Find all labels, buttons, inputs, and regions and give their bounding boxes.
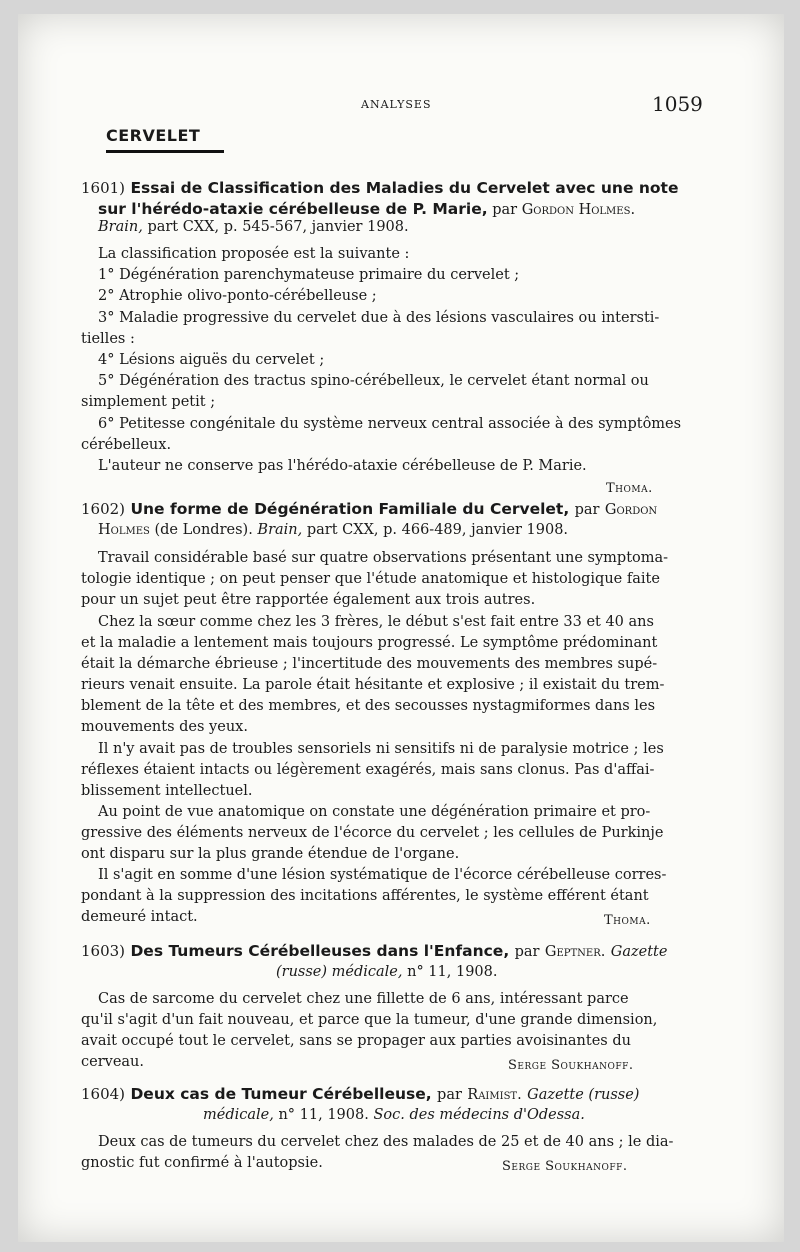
article-1603-line: avait occupé tout le cervelet, sans se propager aux parties avoisinantes du [81,1033,631,1049]
article-1603-ref: n° 11, 1908. [407,964,498,980]
article-1602-number: 1602) [81,500,126,518]
article-1604-line: gnostic fut confirmé à l'autopsie. [81,1155,323,1171]
article-1601-journal: Brain, [98,219,143,235]
scanned-page [18,14,784,1242]
article-1602-line: réflexes étaient intacts ou légèrement exagérés, mais sans clonus. Pas d'affai- [81,762,655,778]
article-1602-line: et la maladie a lentement mais toujours progressé. Le symptôme prédominant [81,635,658,651]
article-1602-title: Une forme de Dégénération Familiale du Cervelet, [130,500,570,518]
article-1602-origin: (de Londres). [154,522,253,538]
article-1604-journal: Gazette (russe) [527,1087,640,1103]
article-1602-by: par [574,502,600,518]
article-1604-title: Deux cas de Tumeur Cérébelleuse, [130,1085,432,1103]
article-1604-society: Soc. des médecins d'Odessa. [373,1107,585,1123]
article-1602-line: demeuré intact. [81,909,198,925]
article-1602-line: mouvements des yeux. [81,719,248,735]
article-1603-signature: Serge Soukhanoff. [508,1058,634,1073]
article-1602-signature: Thoma. [604,913,651,928]
article-1601-line: tielles : [81,331,135,347]
article-1603-title-line-1 [81,942,667,960]
article-1601-line: 2° Atrophie olivo-ponto-cérébelleuse ; [98,288,377,304]
article-1602-line: Il n'y avait pas de troubles sensoriels ni sensitifs ni de paralysie motrice ; les [98,741,664,757]
article-1602-line: blement de la tête et des membres, et des secousses nystagmiformes dans les [81,698,656,714]
article-1602-line: Travail considérable basé sur quatre observations présentant une symptoma- [98,550,669,566]
article-1602-line: ont disparu sur la plus grande étendue de l'organe. [81,846,460,862]
article-1602-line: tologie identique ; on peut penser que l'étude anatomique et histologique faite [81,571,660,587]
article-1602-line: Il s'agit en somme d'une lésion systématique de l'écorce cérébelleuse corres- [98,867,667,883]
article-1601-title-line-1 [81,179,678,197]
article-1604-title-line-1 [81,1085,639,1103]
page-number: 1059 [652,92,703,116]
article-1602-line: Au point de vue anatomique on constate une dégénération primaire et pro- [98,804,651,820]
article-1604-journal-cont: médicale, [203,1107,274,1123]
article-1604-reference [203,1107,585,1123]
article-1601-title: Essai de Classification des Maladies du Cervelet avec une note [130,179,679,197]
article-1603-line: Cas de sarcome du cervelet chez une fillette de 6 ans, intéressant parce [98,991,629,1007]
article-1604-by: par [437,1087,462,1103]
article-1602-line: Chez la sœur comme chez les 3 frères, le début s'est fait entre 33 et 40 ans [98,614,654,630]
article-1601-title-line-2 [98,200,635,218]
article-1601-reference [98,219,409,235]
article-1601-line: 4° Lésions aiguës du cervelet ; [98,352,325,368]
article-1601-number: 1601) [81,179,126,197]
article-1603-line: cerveau. [81,1054,144,1070]
article-1604-signature: Serge Soukhanoff. [502,1159,628,1174]
article-1601-by: par [492,202,518,218]
running-title: ANALYSES [361,98,432,111]
article-1603-author: Geptner. [544,944,606,960]
article-1601-ref: part CXX, p. 545-567, janvier 1908. [147,219,409,235]
article-1602-journal: Brain, [257,522,303,538]
article-1602-title-line-1 [81,500,657,518]
article-1601-line: L'auteur ne conserve pas l'hérédo-ataxie cérébelleuse de P. Marie. [98,458,587,474]
section-rule [106,150,224,153]
article-1602-author-cont: Holmes [98,522,150,538]
article-1602-line: blissement intellectuel. [81,783,253,799]
article-1602-line: rieurs venait ensuite. La parole était hésitante et explosive ; il existait du trem- [81,677,665,693]
article-1604-author: Raimist. [467,1087,522,1103]
article-1602-line: était la démarche ébrieuse ; l'incertitude des mouvements des membres supé- [81,656,658,672]
article-1604-ref: n° 11, 1908. [278,1107,369,1123]
article-1602-author: Gordon [604,502,658,518]
article-1601-line: 5° Dégénération des tractus spino-cérébelleux, le cervelet étant normal ou [98,373,649,389]
article-1603-journal-cont: (russe) médicale, [276,964,403,980]
article-1601-line: La classification proposée est la suivante : [98,246,410,262]
article-1603-number: 1603) [81,942,126,960]
article-1601-line: simplement petit ; [81,394,216,410]
section-title: CERVELET [106,126,201,145]
article-1603-title: Des Tumeurs Cérébelleuses dans l'Enfance, [130,942,510,960]
article-1604-number: 1604) [81,1085,126,1103]
article-1601-line: 3° Maladie progressive du cervelet due à des lésions vasculaires ou intersti- [98,310,660,326]
article-1602-line: pondant à la suppression des incitations afférentes, le système efférent étant [81,888,649,904]
article-1603-line: qu'il s'agit d'un fait nouveau, et parce que la tumeur, d'une grande dimension, [81,1012,658,1028]
article-1602-line: gressive des éléments nerveux de l'écorce du cervelet ; les cellules de Purkinje [81,825,664,841]
article-1604-line: Deux cas de tumeurs du cervelet chez des malades de 25 et de 40 ans ; le dia- [98,1134,674,1150]
article-1601-line: 1° Dégénération parenchymateuse primaire du cervelet ; [98,267,520,283]
article-1602-reference [98,522,568,538]
article-1601-title-cont: sur l'hérédo-ataxie cérébelleuse de P. Marie, [98,200,488,218]
article-1601-signature: Thoma. [606,481,653,496]
article-1603-reference [276,964,498,980]
article-1601-author: Gordon Holmes. [521,202,636,218]
article-1601-line: cérébelleux. [81,437,172,453]
article-1603-journal: Gazette [610,944,668,960]
article-1602-line: pour un sujet peut être rapportée également aux trois autres. [81,592,536,608]
article-1602-ref: part CXX, p. 466-489, janvier 1908. [306,522,569,538]
article-1601-line: 6° Petitesse congénitale du système nerveux central associée à des symptômes [98,416,682,432]
article-1603-by: par [514,944,540,960]
